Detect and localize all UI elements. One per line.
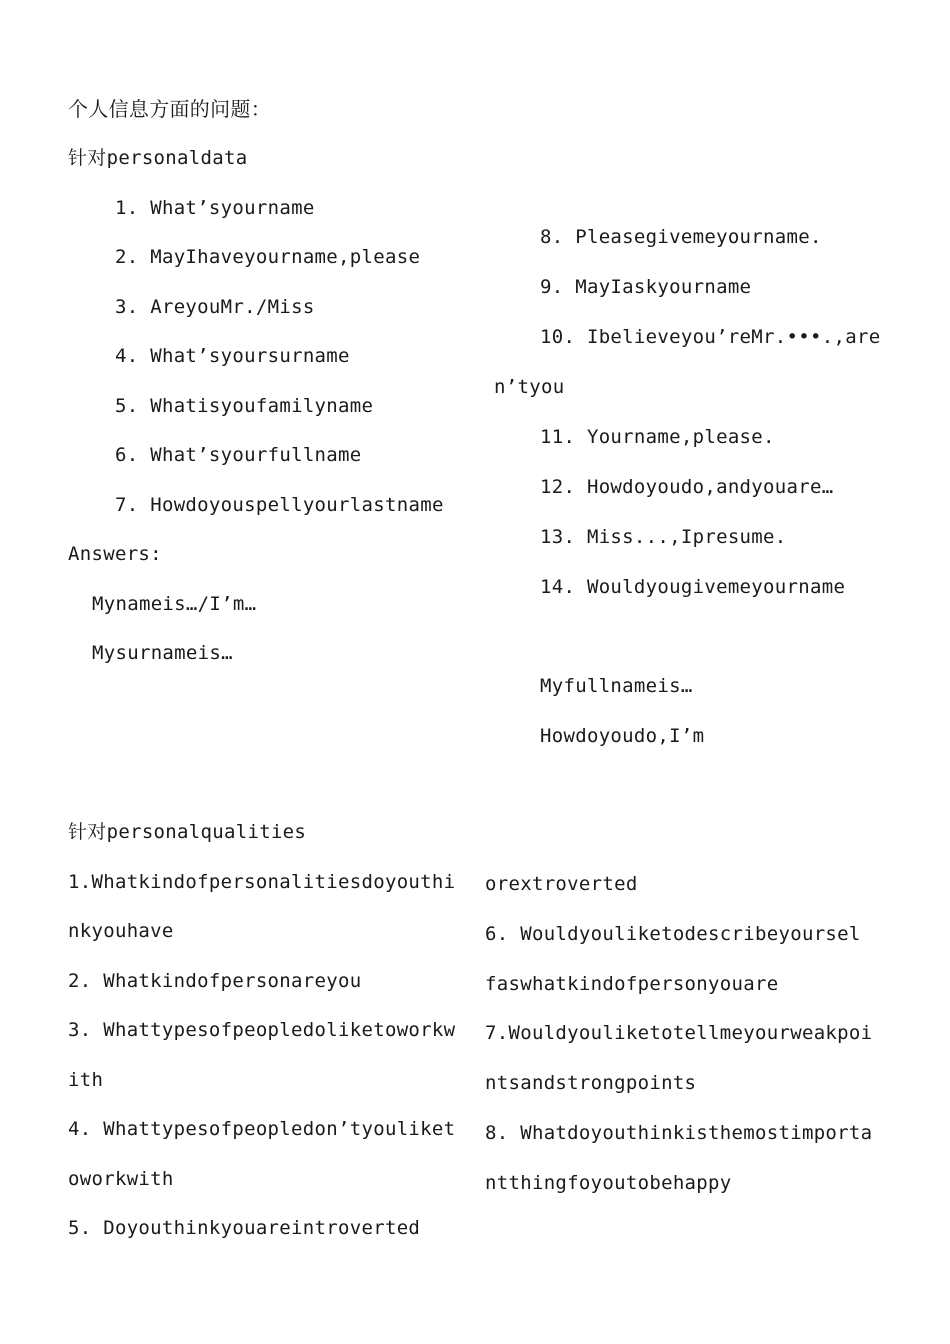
question-line: oworkwith bbox=[68, 1168, 174, 1190]
question-item-continued: n’tyou bbox=[494, 376, 565, 398]
answer-item: Myfullnameis… bbox=[540, 675, 693, 697]
question-line: 6. Wouldyouliketodescribeyoursel bbox=[485, 923, 861, 945]
section-title-personal-qualities: 针对personalqualities bbox=[68, 821, 307, 843]
question-line: ith bbox=[68, 1069, 104, 1091]
question-line: ntsandstrongpoints bbox=[485, 1072, 697, 1094]
question-item: 6. What’syourfullname bbox=[115, 444, 362, 466]
question-item: 9. MayIaskyourname bbox=[540, 276, 752, 298]
question-item: 5. Whatisyoufamilyname bbox=[115, 395, 374, 417]
question-item: 1. What’syourname bbox=[115, 197, 315, 219]
question-item: 11. Yourname,please. bbox=[540, 426, 775, 448]
answers-label: Answers: bbox=[68, 543, 162, 565]
question-item: 13. Miss...,Ipresume. bbox=[540, 526, 787, 548]
question-line: 8. Whatdoyouthinkisthemostimporta bbox=[485, 1122, 873, 1144]
question-line: ntthingfoyoutobehappy bbox=[485, 1172, 732, 1194]
question-line: 5. Doyouthinkyouareintroverted bbox=[68, 1217, 421, 1239]
question-item: 7. Howdoyouspellyourlastname bbox=[115, 494, 444, 516]
page-heading: 个人信息方面的问题： bbox=[68, 97, 271, 121]
question-item: 14. Wouldyougivemeyourname bbox=[540, 576, 846, 598]
question-item: 4. What’syoursurname bbox=[115, 345, 350, 367]
question-line: 2. Whatkindofpersonareyou bbox=[68, 970, 362, 992]
question-line: 7.Wouldyouliketotellmeyourweakpoi bbox=[485, 1022, 873, 1044]
question-item: 3. AreyouMr./Miss bbox=[115, 296, 315, 318]
question-line: 1.Whatkindofpersonalitiesdoyouthi bbox=[68, 871, 456, 893]
question-item: 8. Pleasegivemeyourname. bbox=[540, 226, 822, 248]
answer-item: Howdoyoudo,I’m bbox=[540, 725, 705, 747]
answer-item: Mynameis…/I’m… bbox=[92, 593, 257, 615]
question-item: 12. Howdoyoudo,andyouare… bbox=[540, 476, 834, 498]
question-line: 4. Whattypesofpeopledon’tyouliket bbox=[68, 1118, 456, 1140]
question-line: 3. Whattypesofpeopledoliketoworkw bbox=[68, 1019, 456, 1041]
question-line: nkyouhave bbox=[68, 920, 174, 942]
question-item: 2. MayIhaveyourname,please bbox=[115, 246, 421, 268]
section-title-personal-data: 针对personaldata bbox=[68, 147, 248, 169]
question-item: 10. Ibelieveyou’reMr.•••.,are bbox=[540, 326, 881, 348]
answer-item: Mysurnameis… bbox=[92, 642, 233, 664]
question-line: faswhatkindofpersonyouare bbox=[485, 973, 779, 995]
question-line: orextroverted bbox=[485, 873, 638, 895]
